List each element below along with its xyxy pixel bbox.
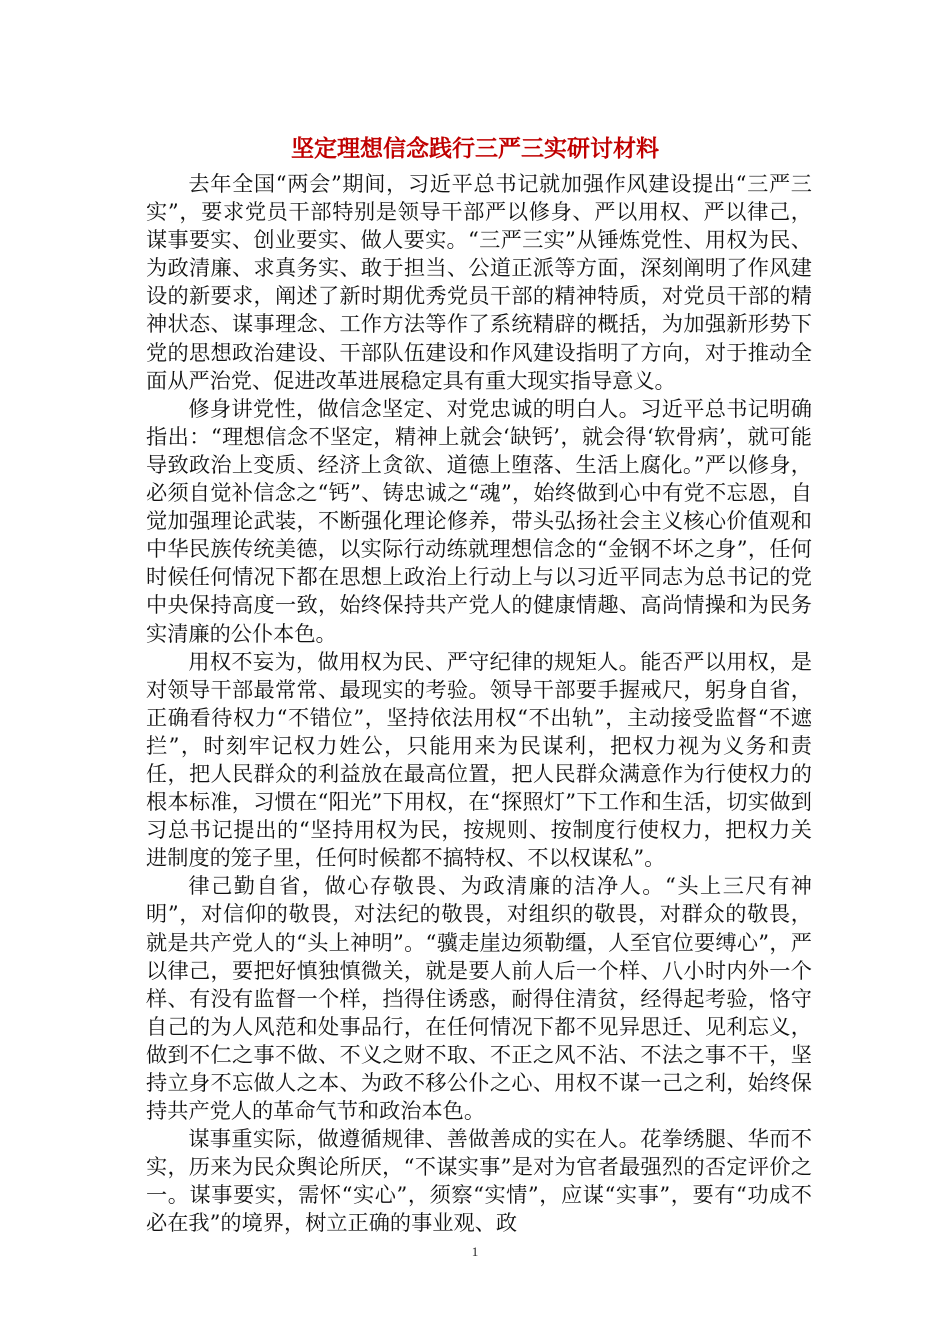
document-title: 坚定理想信念践行三严三实研讨材料 <box>291 136 659 162</box>
paragraph-use-of-power: 用权不妄为，做用权为民、严守纪律的规矩人。能否严以用权，是对领导干部最常常、最现实的考验。领导干部要手握戒尺，躬身自省，正确看待权力“不错位”，坚持依法用权“不出轨”，主动接受监督“不遮拦”，时刻牢记权力姓公，只能用来为民谋利，把权力视为义务和责任，把人民群众的利益放在最高位置，把人民群众满意作为行使权力的根本标准，习惯在“阳光”下用权，在“探照灯”下工作和生活，切实做到习总书记提出的“坚持用权为民，按规则、按制度行使权力，把权力关进制度的笼子里，任何时候都不搞特权、不以权谋私”。 <box>146 648 812 871</box>
paragraph-practical-planning: 谋事重实际，做遵循规律、善做善成的实在人。花拳绣腿、华而不实，历来为民众舆论所厌，“不谋实事”是对为官者最强烈的否定评价之一。谋事要实，需怀“实心”，须察“实情”，应谋“实事”，要有“功成不必在我”的境界，树立正确的事业观、政 <box>146 1126 812 1236</box>
paragraph-self-cultivation: 修身讲党性，做信念坚定、对党忠诚的明白人。习近平总书记明确指出：“理想信念不坚定，精神上就会‘缺钙’，就会得‘软骨病’，就可能导致政治上变质、经济上贪欲、道德上堕落、生活上腐化。”严以修身，必须自觉补信念之“钙”、铸忠诚之“魂”，始终做到心中有党不忘恩，自觉加强理论武装，不断强化理论修养，带头弘扬社会主义核心价值观和中华民族传统美德，以实际行动练就理想信念的“金钢不坏之身”，任何时候任何情况下都在思想上政治上行动上与以习近平同志为总书记的党中央保持高度一致，始终保持共产党人的健康情趣、高尚情操和为民务实清廉的公仆本色。 <box>146 395 812 646</box>
page-number: 1 <box>471 1244 479 1259</box>
paragraph-self-discipline: 律己勤自省，做心存敬畏、为政清廉的洁净人。“头上三尺有神明”，对信仰的敬畏，对法纪的敬畏，对组织的敬畏，对群众的敬畏，就是共产党人的“头上神明”。“骥走崖边须勒缰，人至官位要缚心”，严以律己，要把好慎独慎微关，就是要人前人后一个样、八小时内外一个样、有没有监督一个样，挡得住诱惑，耐得住清贫，经得起考验，恪守自己的为人风范和处事品行，在任何情况下都不见异思迁、见利忘义，做到不仁之事不做、不义之财不取、不正之风不沾、不法之事不干，坚持立身不忘做人之本、为政不移公仆之心、用权不谋一己之利，始终保持共产党人的革命气节和政治本色。 <box>146 873 812 1124</box>
document-body <box>146 170 812 1238</box>
paragraph-intro: 去年全国“两会”期间，习近平总书记就加强作风建设提出“三严三实”，要求党员干部特别是领导干部严以修身、严以用权、严以律己，谋事要实、创业要实、做人要实。“三严三实”从锤炼党性、用权为民、为政清廉、求真务实、敢于担当、公道正派等方面，深刻阐明了作风建设的新要求，阐述了新时期优秀党员干部的精神特质，对党员干部的精神状态、谋事理念、工作方法等作了系统精辟的概括，为加强新形势下党的思想政治建设、干部队伍建设和作风建设指明了方向，对于推动全面从严治党、促进改革进展稳定具有重大现实指导意义。 <box>146 171 812 393</box>
